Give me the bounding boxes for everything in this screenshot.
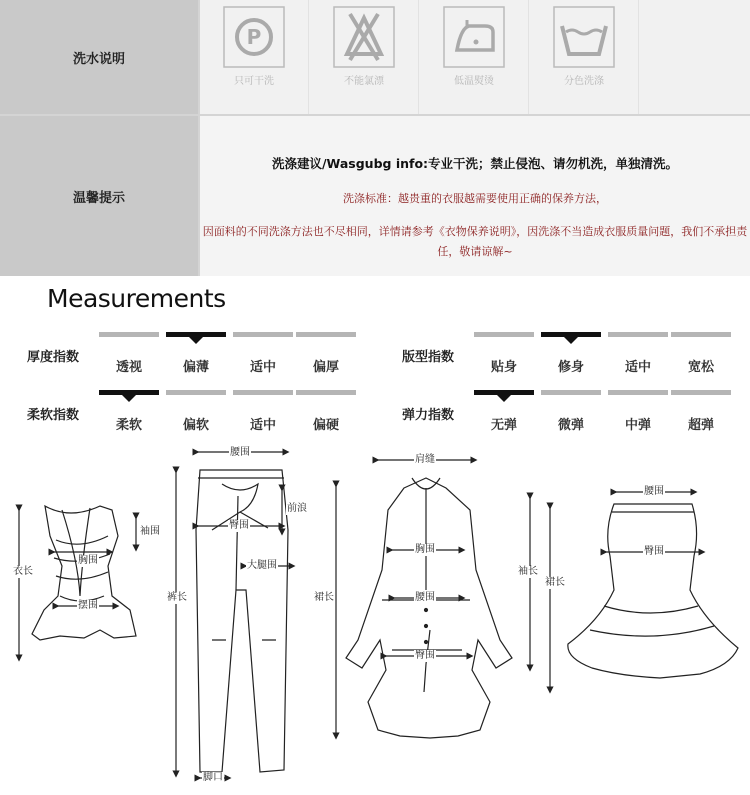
care-icon-cell [200, 0, 309, 114]
skirt-waist-label: 腰围 [644, 486, 664, 497]
pants-drawing [196, 470, 288, 772]
dress-hip-label: 臀围 [415, 650, 435, 661]
index-option: 超弹 [687, 418, 714, 433]
index-option: 无弹 [490, 418, 517, 433]
tips-label: 温馨提示 [0, 116, 198, 276]
dry-clean-icon [223, 6, 285, 68]
care-icon-text: 不能氯漂 [344, 76, 384, 87]
index-option: 偏薄 [182, 360, 209, 375]
pants-hip-label: 臀围 [229, 520, 249, 531]
sleeve-girth-label: 袖围 [140, 526, 160, 537]
top-length-label: 衣长 [13, 566, 33, 577]
index-option: 宽松 [687, 360, 714, 375]
wash-standard-text: 洗涤标准：越贵重的衣服越需要使用正确的保养方法， [343, 192, 607, 205]
pants-waist-label: 腰围 [230, 447, 250, 458]
care-table [0, 0, 750, 276]
index-option: 修身 [557, 360, 584, 375]
index-option: 偏硬 [312, 418, 339, 433]
index-bar-selected [474, 390, 534, 395]
index-bar [608, 332, 668, 337]
index-bar [166, 390, 226, 395]
skirt-drawing [568, 504, 738, 678]
index-option: 适中 [249, 418, 276, 433]
dress-waist-label: 腰围 [415, 592, 435, 603]
index-option: 适中 [624, 360, 651, 375]
index-option: 柔软 [115, 418, 142, 433]
index-label: 厚度指数 [27, 350, 80, 365]
index-bar [233, 390, 293, 395]
top-drawing [32, 506, 136, 640]
hem-girth-label: 摆围 [78, 600, 98, 611]
index-label: 柔软指数 [27, 408, 80, 423]
index-option: 偏软 [182, 418, 209, 433]
skirt-hip-label: 臀围 [644, 546, 664, 557]
wash-icons-row [200, 0, 750, 114]
index-bar [233, 332, 293, 337]
garment-diagrams [0, 440, 750, 795]
index-bar [671, 390, 731, 395]
dress-bust-label: 胸围 [415, 544, 435, 555]
care-icon-cell [420, 0, 529, 114]
care-icon-text: 分色洗涤 [564, 76, 604, 87]
separate-wash-icon [553, 6, 615, 68]
no-bleach-icon [333, 6, 395, 68]
low-iron-icon [443, 6, 505, 68]
skirt-length-label: 裙长 [545, 577, 565, 588]
wash-disclaimer-text: 因面料的不同洗涤方法也不尽相同，详情请参考《衣物保养说明》，因洗涤不当造成衣服质量问题，我们不承担责任，敬请谅解~ [202, 225, 748, 258]
index-bar [296, 332, 356, 337]
index-bar-selected [166, 332, 226, 337]
svg-text:P: P [246, 25, 262, 49]
index-label: 版型指数 [402, 350, 455, 365]
thigh-label: 大腿围 [247, 560, 277, 571]
front-rise-label: 前浪 [287, 503, 307, 514]
bust-label: 胸围 [78, 555, 98, 566]
index-option: 微弹 [557, 418, 584, 433]
measurements-title: Measurements [47, 284, 226, 313]
dress-length-label: 裙长 [314, 592, 334, 603]
index-option: 贴身 [490, 360, 517, 375]
index-bar [296, 390, 356, 395]
index-label: 弹力指数 [402, 408, 455, 423]
index-bar-selected [99, 390, 159, 395]
index-bar [608, 390, 668, 395]
sleeve-length-label: 袖长 [518, 566, 538, 577]
index-bar [541, 390, 601, 395]
tips-content [200, 116, 750, 276]
index-bar [474, 332, 534, 337]
index-bar [671, 332, 731, 337]
index-option: 中弹 [624, 418, 651, 433]
care-icon-cell [530, 0, 639, 114]
shoulder-label: 肩缝 [415, 454, 435, 465]
care-icon-cell [310, 0, 419, 114]
index-option: 适中 [249, 360, 276, 375]
pants-length-label: 裤长 [167, 592, 187, 603]
leg-opening-label: 脚口 [203, 772, 223, 783]
wash-instructions-label: 洗水说明 [0, 0, 198, 114]
index-option: 透视 [115, 360, 142, 375]
care-icon-text: 低温熨烫 [454, 76, 494, 87]
index-bar-selected [541, 332, 601, 337]
index-option: 偏厚 [312, 360, 339, 375]
dress-drawing [346, 478, 512, 738]
care-icon-text: 只可干洗 [234, 76, 274, 87]
wash-advice-text: 洗涤建议/Wasgubg info:专业干洗；禁止侵泡、请勿机洗，单独清洗。 [271, 156, 679, 171]
index-bar [99, 332, 159, 337]
